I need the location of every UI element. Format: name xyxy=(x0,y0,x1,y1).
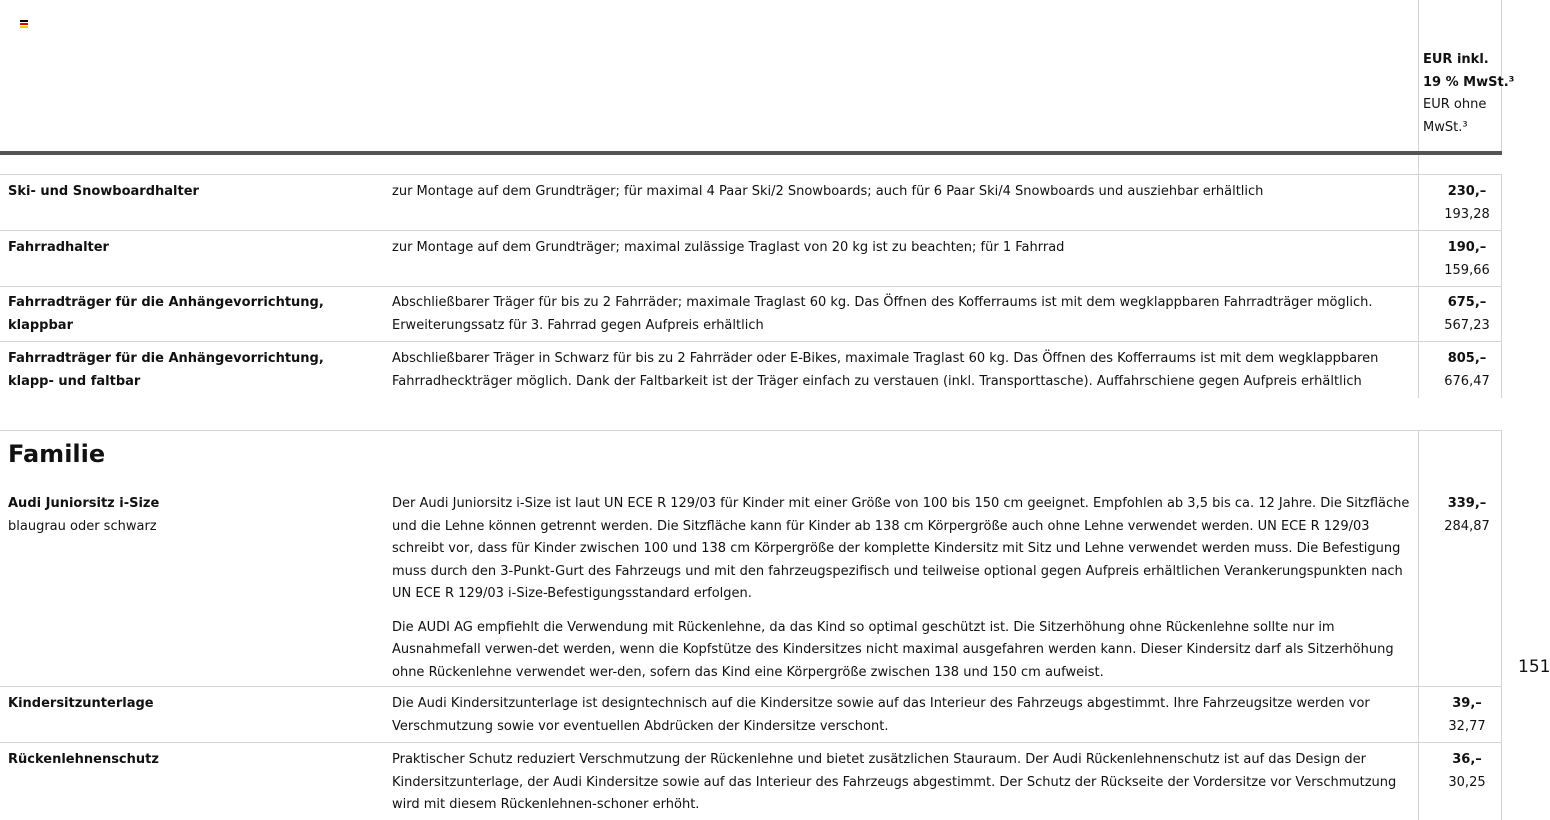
price-net: 193,28 xyxy=(1444,206,1490,222)
price-net-label-2: MwSt.³ xyxy=(1423,119,1468,135)
price-column-divider xyxy=(1418,430,1419,820)
description-paragraph: Der Audi Juniorsitz i-Size ist laut UN ECE R 129/03 für Kinder mit einer Größe von 100 bis 150 cm geeignet. Empfohlen ab 3,5 bis ca. 12 Jahre. Die Sitzfläche und die Lehne können getrennt werden. Die Sitzfläche kann für Kinder ab 138 cm Körpergröße auch ohne Lehne verwendet werden. UN ECE R 129/03 schreibt vor, dass für Kinder zwischen 100 und 138 cm Körpergröße der komplette Kindersitz mit Sitz und Lehne verwendet werden muss. Die Befestigung muss durch den 3-Punkt-Gurt des Fahrzeugs und mit den fahrzeugspezifisch und teilweise optional gegen Aufpreis erhältlichen Verankerungspunkten nach UN ECE R 129/03 i-Size-Befestigungsstandard erfolgen. xyxy=(392,496,1410,601)
item-price xyxy=(1420,493,1514,538)
item-description: Die Audi Kindersitzunterlage ist designtechnisch auf die Kindersitze sowie auf das Interieur des Fahrzeugs abgestimmt. Ihre Fahrzeugsitze werden vor Verschmutzung sowie vor eventuellen Abdrücken der Kindersitze verschont. xyxy=(392,696,1370,734)
price-gross: 230,– xyxy=(1447,184,1487,199)
section-title: Familie xyxy=(8,440,106,468)
row-divider xyxy=(0,286,1502,287)
page-number: 151 xyxy=(1518,657,1550,677)
item-price xyxy=(1420,348,1514,393)
item-description: zur Montage auf dem Grundträger; maximal zulässige Traglast von 20 kg ist zu beachten; für 1 Fahrrad xyxy=(392,240,1065,255)
item-description: Abschließbarer Träger für bis zu 2 Fahrräder; maximale Traglast 60 kg. Das Öffnen des Kofferraums ist mit dem wegklappbaren Fahrradträger möglich. Erweiterungssatz für 3. Fahrrad gegen Aufpreis erhältlich xyxy=(392,295,1373,333)
item-name-line: Audi Juniorsitz i-Size xyxy=(8,496,160,511)
price-gross: 805,– xyxy=(1447,351,1487,366)
price-gross: 190,– xyxy=(1447,240,1487,255)
price-gross: 39,– xyxy=(1452,696,1482,711)
row-divider xyxy=(0,230,1502,231)
price-net: 32,77 xyxy=(1448,718,1486,734)
item-name: Ski- und Snowboardhalter xyxy=(8,184,199,199)
price-net: 159,66 xyxy=(1444,262,1490,278)
item-name: Fahrradträger für die Anhängevorrichtung, klappbar xyxy=(8,295,324,333)
price-gross-label-2: 19 % MwSt.³ xyxy=(1423,74,1515,90)
price-gross: 36,– xyxy=(1452,752,1482,767)
price-gross-label: EUR inkl. xyxy=(1423,52,1489,67)
item-name: Kindersitzunterlage xyxy=(8,696,154,711)
item-price xyxy=(1420,749,1514,794)
item-description: Praktischer Schutz reduziert Verschmutzung der Rückenlehne und bietet zusätzlichen Stauraum. Der Audi Rückenlehnenschutz ist auf das Design der Kindersitzunterlage, der Audi Kindersitze sowie auf das Interieur des Fahrzeugs abgestimmt. Der Schutz der Rückseite der Vordersitze vor Verschmutzung wird mit diesem Rückenlehnen-schoner erhöht. xyxy=(392,752,1397,812)
item-name-line: klapp- und faltbar xyxy=(8,373,141,389)
item-name xyxy=(8,348,378,393)
row-divider xyxy=(0,341,1502,342)
price-header xyxy=(1423,49,1514,139)
item-name-line: Fahrradträger für die Anhängevorrichtung, xyxy=(8,351,324,366)
price-gross: 675,– xyxy=(1447,295,1487,310)
description-paragraph: Die AUDI AG empfiehlt die Verwendung mit Rückenlehne, da das Kind so optimal geschützt ist. Die Sitzerhöhung ohne Rückenlehne sollte nur im Ausnahmefall verwen-det werden, wenn die Kopfstütze des Kindersitzes nicht maximal ausgefahren werden kann. Dieser Kindersitz darf als Sitzerhöhung ohne Rückenlehne verwendet wer-den, sofern das Kind eine Körpergröße zwischen 138 und 150 cm aufweist. xyxy=(392,619,1394,680)
price-gross: 339,– xyxy=(1447,496,1487,511)
flag-icon xyxy=(20,20,28,28)
item-description: zur Montage auf dem Grundträger; für maximal 4 Paar Ski/2 Snowboards; auch für 6 Paar Ski/4 Snowboards und ausziehbar erhältlich xyxy=(392,184,1264,199)
section-divider xyxy=(0,430,1502,431)
item-name xyxy=(8,493,378,538)
item-price xyxy=(1420,181,1514,226)
item-name: Fahrradhalter xyxy=(8,240,109,255)
price-net: 567,23 xyxy=(1444,317,1490,333)
item-price xyxy=(1420,237,1514,282)
item-price xyxy=(1420,693,1514,738)
price-column-divider xyxy=(1418,0,1419,398)
item-name: Rückenlehnenschutz xyxy=(8,752,159,767)
item-price xyxy=(1420,292,1514,337)
price-net: 676,47 xyxy=(1444,373,1490,389)
price-net: 30,25 xyxy=(1448,774,1486,790)
item-variant: blaugrau oder schwarz xyxy=(8,518,157,534)
item-description: Abschließbarer Träger in Schwarz für bis zu 2 Fahrräder oder E-Bikes, maximale Traglast 60 kg. Das Öffnen des Kofferraums ist mit dem wegklappbaren Fahrradheckträger möglich. Dank der Faltbarkeit ist der Träger einfach zu verstauen (inkl. Transporttasche). Auffahrschiene gegen Aufpreis erhältlich xyxy=(392,351,1379,389)
row-divider xyxy=(0,174,1502,175)
item-description xyxy=(392,493,1414,695)
row-divider xyxy=(0,742,1502,743)
price-net-label: EUR ohne xyxy=(1423,97,1487,112)
price-net: 284,87 xyxy=(1444,518,1490,534)
header-rule xyxy=(0,151,1502,155)
